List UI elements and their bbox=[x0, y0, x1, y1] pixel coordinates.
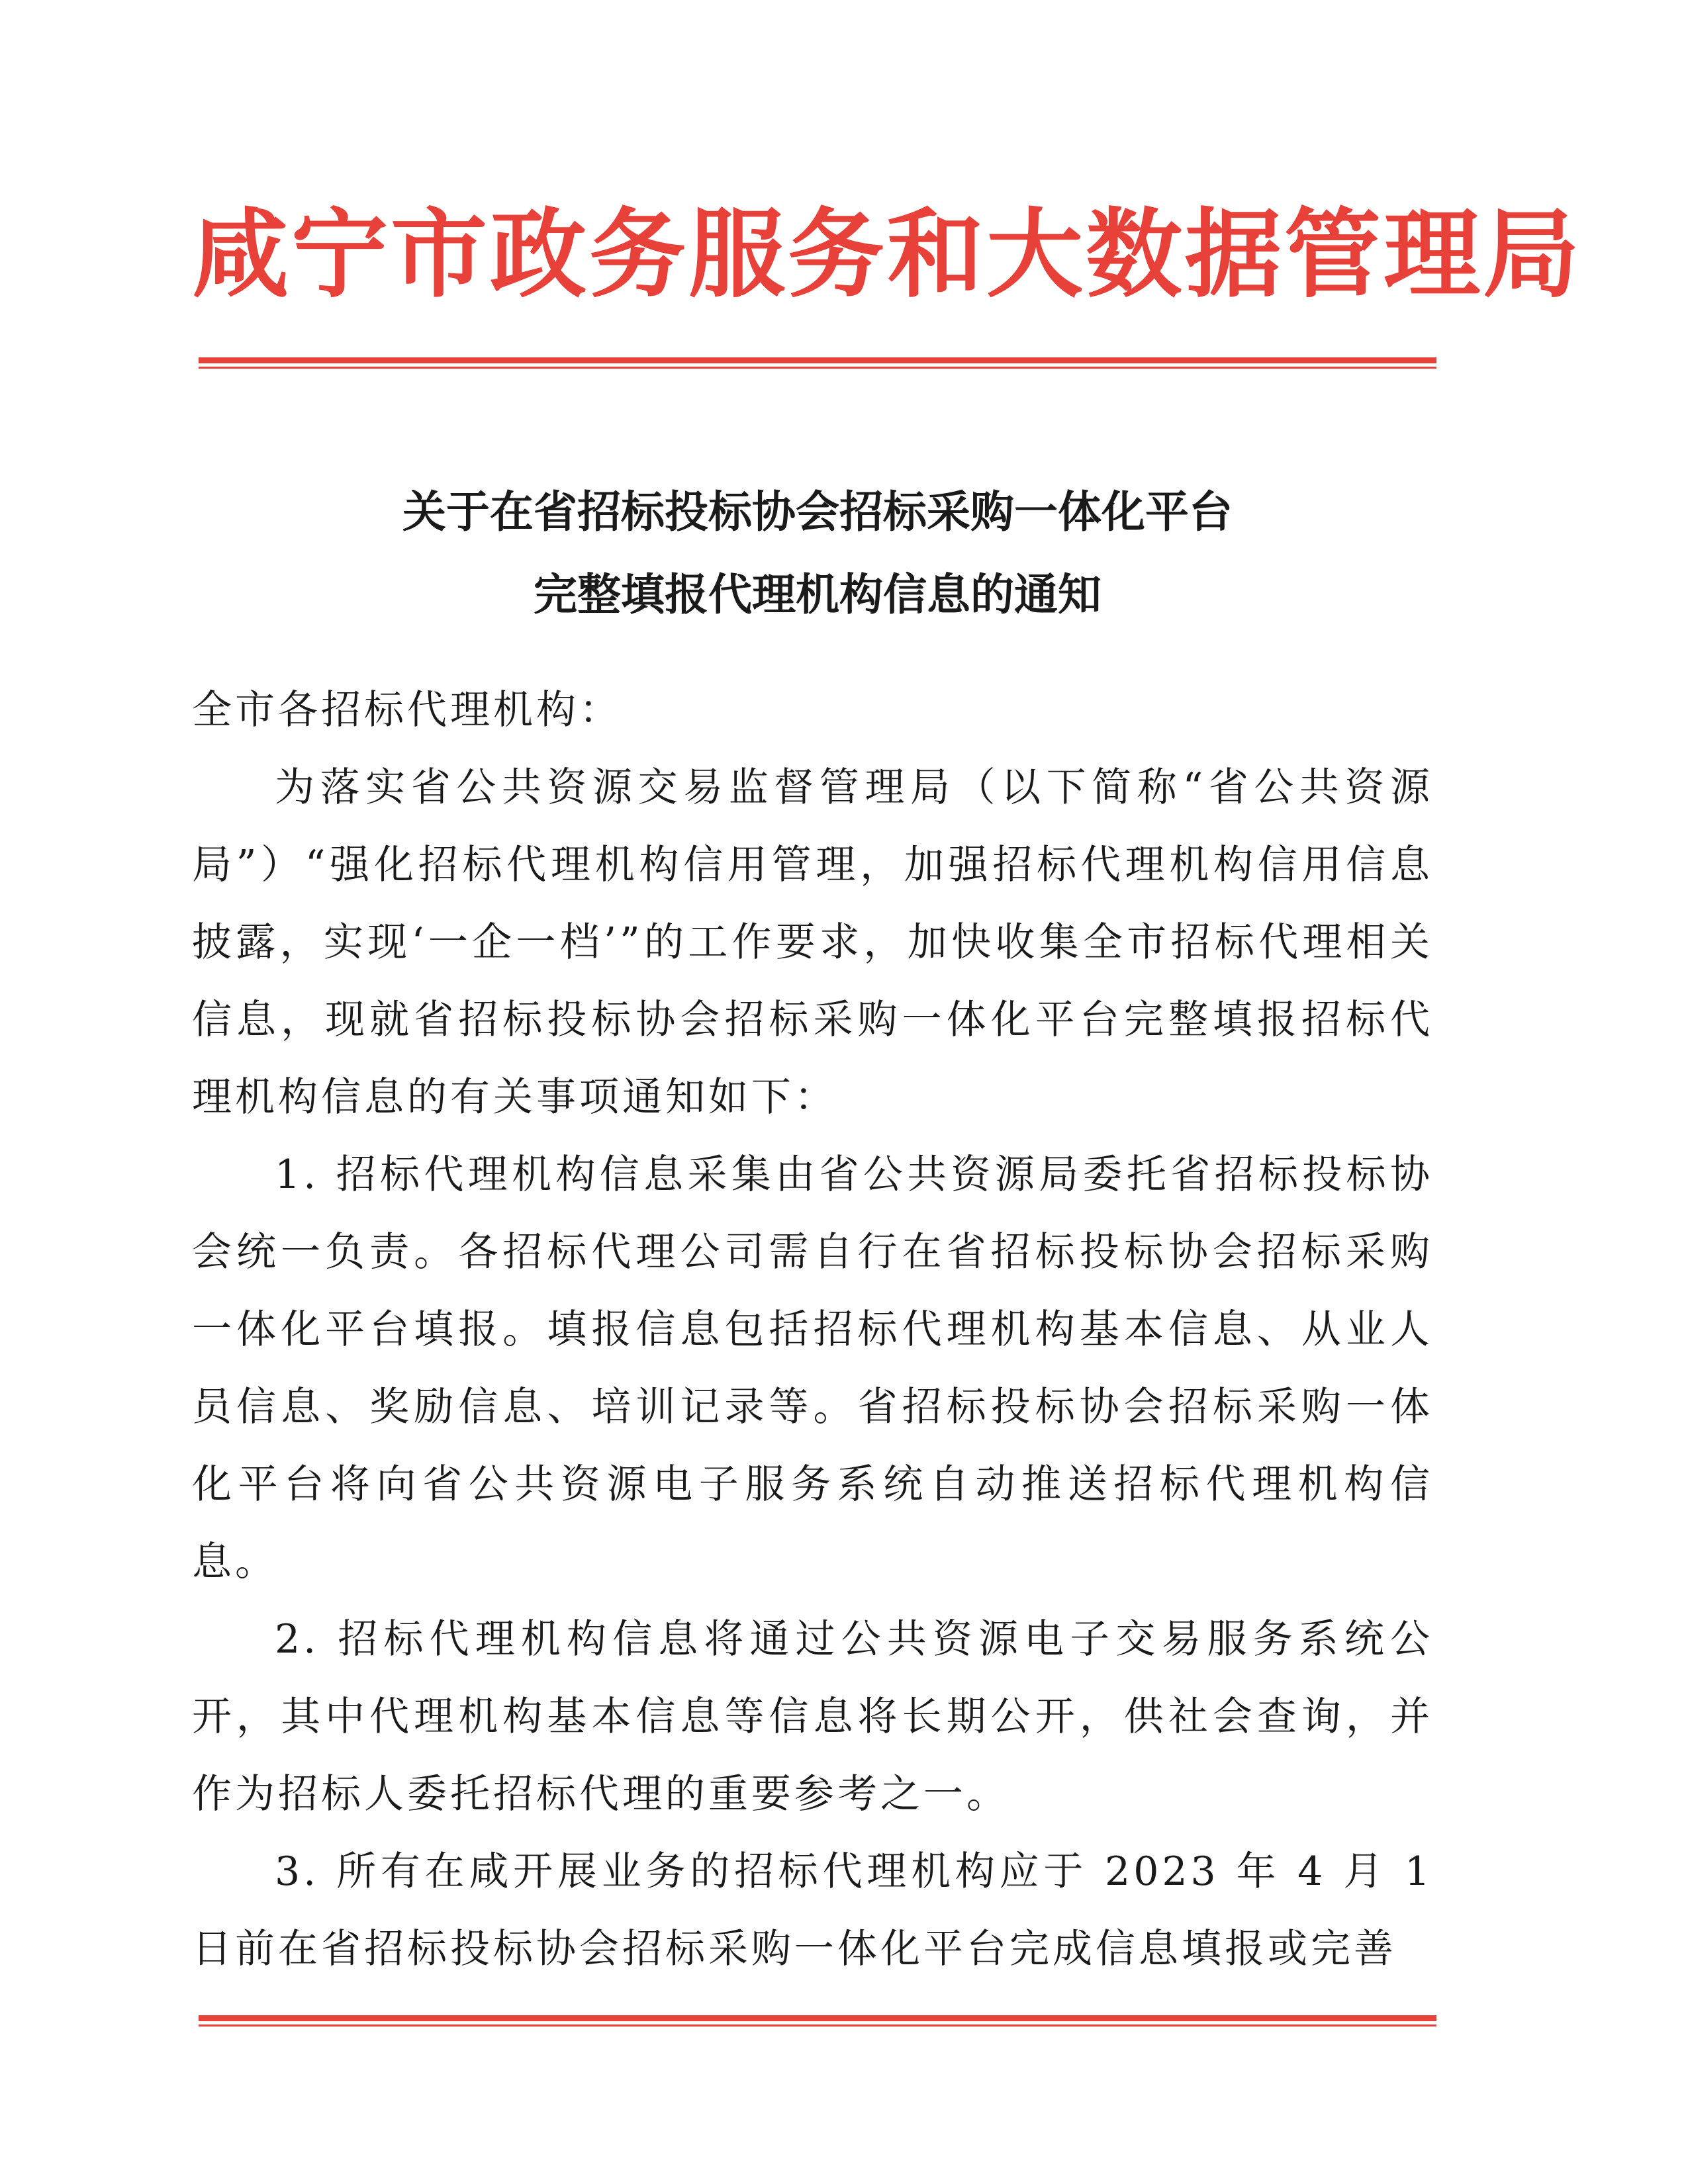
footer-red-rule bbox=[199, 2015, 1436, 2026]
header-red-rule bbox=[199, 357, 1436, 369]
document-title-line-2: 完整填报代理机构信息的通知 bbox=[534, 569, 1102, 620]
intro-paragraph: 为落实省公共资源交易监督管理局（以下简称“省公共资源局”）“强化招标代理机构信用管理，加强招标代理机构信用信息披露，实现‘一企一档’”的工作要求，加快收集全市招标代理相关信息，现就省招标投标协会招标采购一体化平台完整填报招标代理机构信息的有关事项通知如下： bbox=[192, 764, 1433, 1120]
item-3-paragraph: 3. 所有在咸开展业务的招标代理机构应于 2023 年 4 月 1 日前在省招标投标协会招标采购一体化平台完成信息填报或完善 bbox=[192, 1848, 1433, 1972]
header-rule-thick bbox=[199, 357, 1436, 363]
item-1-paragraph: 1. 招标代理机构信息采集由省公共资源局委托省招标投标协会统一负责。各招标代理公司需自行在省招标投标协会招标采购一体化平台填报。填报信息包括招标代理机构基本信息、从业人员信息、奖励信息、培训记录等。省招标投标协会招标采购一体化平台将向省公共资源电子服务系统自动推送招标代理机构信息。 bbox=[192, 1152, 1433, 1585]
document-title-line-1: 关于在省招标投标协会招标采购一体化平台 bbox=[402, 486, 1233, 537]
footer-rule-thick bbox=[199, 2015, 1436, 2021]
document-body bbox=[192, 672, 1433, 1988]
item-2-paragraph: 2. 招标代理机构信息将通过公共资源电子交易服务系统公开，其中代理机构基本信息等信息将长期公开，供社会查询，并作为招标人委托招标代理的重要参考之一。 bbox=[192, 1616, 1433, 1817]
agency-masthead: 咸宁市政务服务和大数据管理局 bbox=[192, 198, 1582, 311]
salutation: 全市各招标代理机构： bbox=[192, 687, 622, 733]
header-rule-thin bbox=[199, 367, 1436, 369]
footer-rule-thin bbox=[199, 2025, 1436, 2026]
